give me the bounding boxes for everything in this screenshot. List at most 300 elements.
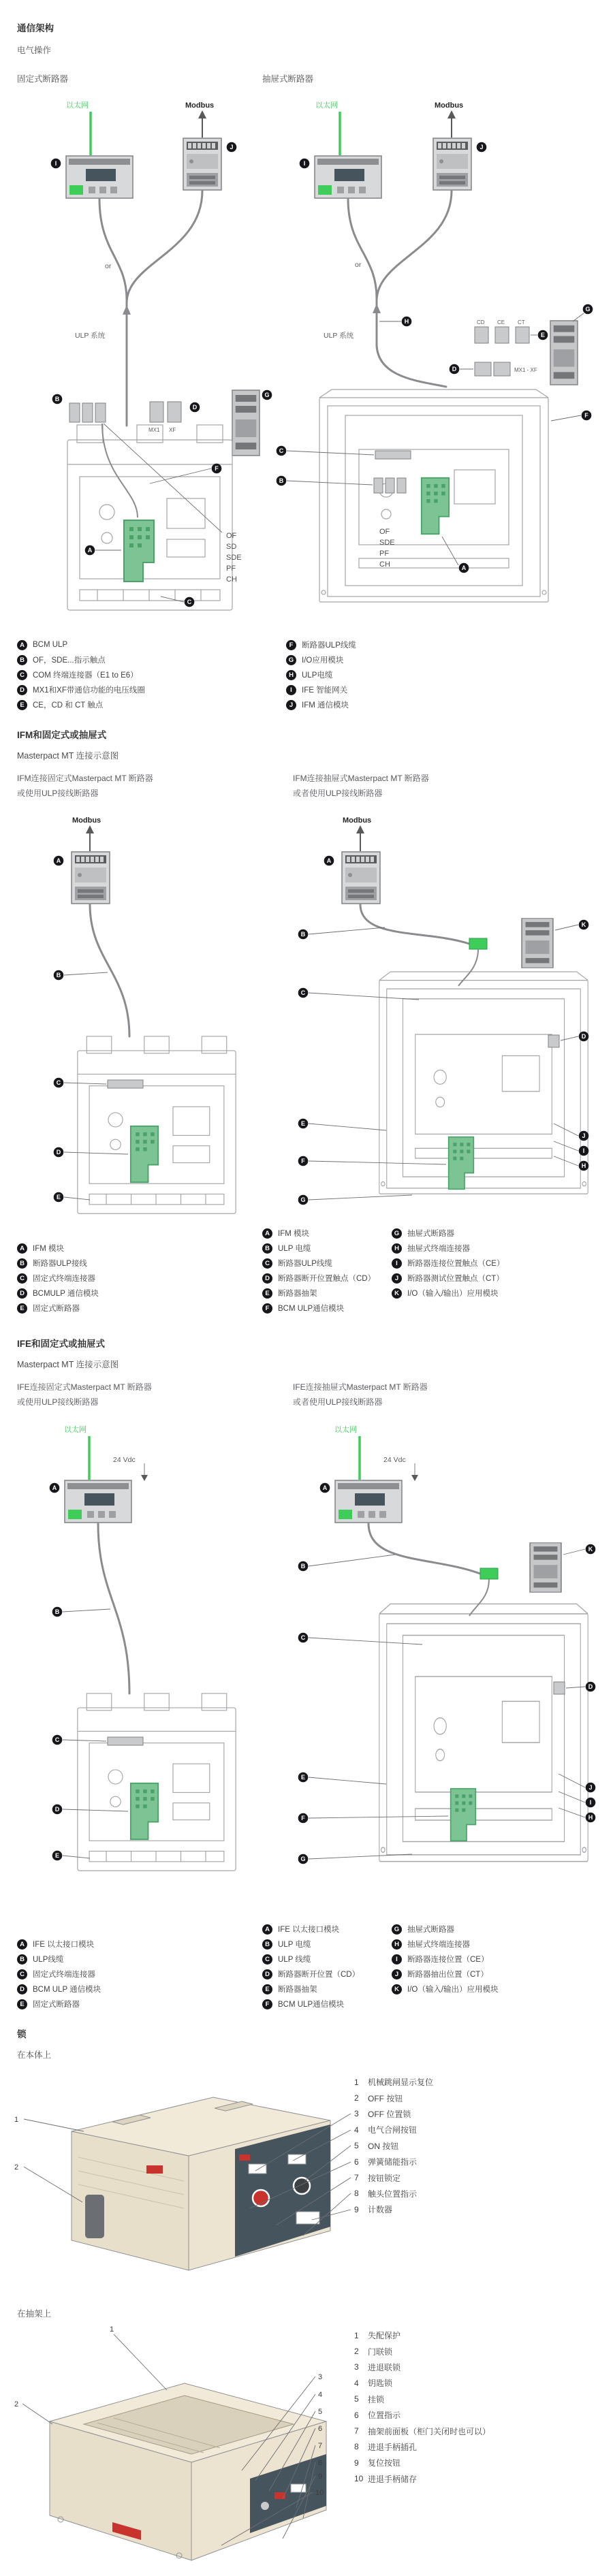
svg-text:E: E <box>300 1120 306 1128</box>
drawout-breaker-art <box>379 972 588 1194</box>
legend-marker: G <box>392 1228 402 1239</box>
svg-text:J: J <box>582 1132 586 1140</box>
svg-text:H: H <box>404 318 409 325</box>
leader-breaker <box>64 1197 90 1200</box>
s4-sub1: 在本体上 <box>17 2050 52 2060</box>
svg-text:C: C <box>300 989 306 997</box>
marker-terminal <box>185 597 195 607</box>
legend-label: ULP电缆 <box>302 671 333 680</box>
marker-ulp-cable <box>402 317 412 327</box>
legend-marker: E <box>17 1303 27 1314</box>
breaker-body-art <box>72 2097 330 2270</box>
legend-marker: B <box>17 1258 27 1269</box>
item-label: 触头位置指示 <box>368 2189 418 2199</box>
legend-label: ULP 电缆 <box>278 1245 311 1253</box>
svg-text:A: A <box>52 1484 57 1492</box>
svg-text:D: D <box>192 404 198 411</box>
svg-text:CH: CH <box>226 575 237 584</box>
legend-marker: B <box>17 655 27 665</box>
legend-marker: C <box>262 1258 272 1269</box>
legend-item <box>262 1301 375 1316</box>
leader-term <box>559 1808 585 1817</box>
svg-text:CE: CE <box>497 319 505 325</box>
marker-ifm <box>477 142 487 153</box>
legend-item <box>17 682 145 697</box>
legend-label: 断路器断开位置触点（CD） <box>278 1275 376 1283</box>
legend-item <box>17 667 145 682</box>
svg-text:1: 1 <box>14 2116 19 2124</box>
svg-text:I: I <box>582 1147 585 1155</box>
item-number: 10 <box>354 2474 364 2484</box>
legend-label: IFM 模块 <box>278 1230 309 1238</box>
modbus-arrow <box>356 825 364 851</box>
marker-cd <box>579 1032 589 1042</box>
diagram-s2-drawout <box>276 810 606 1219</box>
ethernet-label: 以太网 <box>334 1426 357 1434</box>
or-label: or <box>355 261 362 269</box>
svg-text:I: I <box>54 160 57 168</box>
legend-marker: B <box>262 1939 272 1950</box>
marker-bcm <box>459 563 469 573</box>
on-button <box>294 2178 310 2194</box>
legend-label: 断路器测试位置触点（CT） <box>407 1275 504 1283</box>
svg-text:I: I <box>303 160 306 168</box>
legend-item <box>17 1301 99 1316</box>
legend-item <box>262 1256 375 1271</box>
s1-left-column-title: 固定式断路器 <box>17 74 69 84</box>
marker-cord <box>212 464 222 474</box>
legend-marker: A <box>17 1243 27 1254</box>
io-module <box>550 321 578 385</box>
svg-text:C: C <box>54 1736 60 1744</box>
marker-ct <box>579 1131 589 1141</box>
item-number: 5 <box>354 2141 359 2151</box>
fixed-breaker-art <box>67 425 232 610</box>
s3-left-desc-line2: 或使用ULP接线断路器 <box>17 1397 99 1407</box>
marker-terminal <box>52 1735 63 1745</box>
svg-text:G: G <box>300 1856 306 1863</box>
legend-marker: E <box>262 1984 272 1994</box>
indication-contacts <box>374 478 406 493</box>
marker-cable <box>298 1561 309 1572</box>
legend-label: ULP线缆 <box>33 1956 64 1964</box>
legend-label: 断路器抽出位置（CT） <box>407 1971 488 1979</box>
leader-cradle <box>309 1124 386 1130</box>
legend-label: 断路器抽架 <box>278 1986 317 1994</box>
modbus-label: Modbus <box>72 816 101 825</box>
svg-text:D: D <box>581 1033 586 1040</box>
item-number: 2 <box>354 2347 359 2357</box>
leader-cable <box>309 1555 395 1566</box>
svg-text:2: 2 <box>14 2163 19 2172</box>
legend-item <box>286 697 356 712</box>
legend-label: IFE 以太接口模块 <box>278 1926 340 1934</box>
svg-text:J: J <box>588 1784 593 1792</box>
marker-ife <box>320 1483 330 1493</box>
legend-item <box>17 652 145 667</box>
terminal-block <box>108 1080 143 1088</box>
svg-text:E: E <box>54 1852 60 1860</box>
list-item <box>354 2122 433 2137</box>
ulp-cable <box>360 904 469 944</box>
legend-label: I/O（输入/输出）应用模块 <box>407 1290 499 1298</box>
item-label: OFF 位置锁 <box>368 2109 411 2119</box>
bcm-ulp-module <box>451 1789 476 1841</box>
legend-label: 固定式断路器 <box>33 1305 80 1313</box>
vdc-arrow <box>411 1463 418 1481</box>
list-item <box>354 2407 490 2423</box>
s4-sub2: 在抽架上 <box>17 2309 52 2319</box>
ulp-cable <box>368 1523 480 1574</box>
legend-label: 固定式终端连接器 <box>33 1971 95 1979</box>
modbus-arrow <box>86 825 94 851</box>
legend-item <box>17 1982 101 1997</box>
position-contacts <box>475 319 529 343</box>
svg-text:7: 7 <box>318 2442 323 2450</box>
svg-text:PF: PF <box>226 565 236 573</box>
legend-label: 固定式断路器 <box>33 2001 80 2009</box>
leader-cd <box>566 1687 585 1688</box>
s3-legend-col2 <box>262 1922 360 2011</box>
ulp-system-label: ULP 系统 <box>324 332 354 340</box>
item-number: 1 <box>354 2077 359 2087</box>
ifm-module <box>433 138 471 190</box>
svg-text:F: F <box>301 1815 305 1822</box>
legend-label: ULP 电缆 <box>278 1941 311 1949</box>
svg-text:9: 9 <box>318 2472 323 2481</box>
legend-item <box>262 1997 360 2011</box>
leader-terminal <box>64 1083 106 1084</box>
marker-contacts <box>277 476 287 486</box>
leader-cord <box>551 415 581 421</box>
legend-marker: A <box>17 640 27 650</box>
off-button <box>253 2190 269 2206</box>
legend-marker: C <box>17 670 27 680</box>
list-item <box>354 2359 490 2375</box>
legend-item <box>392 1922 499 1937</box>
s3-right-desc-line1: IFE连接抽屉式Masterpact MT 断路器 <box>293 1382 428 1392</box>
leader-bcm <box>309 1816 448 1818</box>
legend-marker: F <box>286 640 296 650</box>
vdc-arrow <box>141 1463 148 1481</box>
vdc-label: 24 Vdc <box>383 1456 406 1464</box>
leader-cord <box>309 1638 422 1644</box>
leader-breaker <box>309 1854 412 1859</box>
marker-term <box>579 1161 589 1171</box>
svg-text:E: E <box>300 1774 306 1781</box>
legend-marker: G <box>392 1924 402 1935</box>
ulp-connector <box>469 938 487 949</box>
item-number: 9 <box>354 2204 359 2214</box>
leader-bcm <box>64 1152 128 1154</box>
item-label: 弹簧储能指示 <box>368 2157 418 2167</box>
legend-marker: A <box>262 1228 272 1239</box>
fixed-breaker-art <box>78 1694 236 1871</box>
legend-label: 断路器断开位置（CD） <box>278 1971 360 1979</box>
legend-label: 固定式终端连接器 <box>33 1275 95 1283</box>
svg-text:SD: SD <box>226 543 237 551</box>
leader-ct <box>559 1774 585 1787</box>
svg-text:CD: CD <box>477 319 485 325</box>
legend-marker: D <box>262 1273 272 1284</box>
list-item <box>354 2327 490 2343</box>
legend-item <box>392 1967 499 1982</box>
svg-text:I: I <box>589 1799 592 1807</box>
bcm-ulp-module <box>131 1783 158 1839</box>
bcm-ulp-module <box>422 478 449 534</box>
s3-legend-col1 <box>17 1937 101 2011</box>
marker-cradle <box>298 1772 309 1783</box>
legend-label: ULP 线缆 <box>278 1956 311 1964</box>
fixed-breaker-art <box>78 1036 236 1213</box>
marker-ife <box>50 1483 60 1493</box>
legend-item <box>17 697 145 712</box>
svg-text:MX1 - XF: MX1 - XF <box>514 367 537 373</box>
svg-text:B: B <box>54 1608 60 1616</box>
legend-marker: B <box>262 1243 272 1254</box>
s2-right-desc <box>293 771 429 801</box>
legend-marker: D <box>262 1969 272 1979</box>
legend-label: MX1和XF带通信功能的电压线圈 <box>33 686 145 695</box>
item-label: 复位按钮 <box>368 2458 401 2468</box>
modbus-arrow <box>198 110 206 138</box>
legend-marker: A <box>17 1939 27 1950</box>
leader-io <box>563 1549 585 1555</box>
diagram-s3-drawout <box>276 1420 606 1903</box>
marker-breaker <box>298 1195 309 1205</box>
legend-label: 抽屉式终端连接器 <box>407 1245 470 1253</box>
s1-right-column-title: 抽屉式断路器 <box>262 74 314 84</box>
svg-text:D: D <box>54 1806 60 1813</box>
list-item <box>354 2439 490 2455</box>
marker-term <box>586 1813 596 1823</box>
legend-marker: H <box>286 670 296 680</box>
cd-contact <box>554 1682 565 1694</box>
s2-right-desc-line1: IFM连接抽屉式Masterpact MT 断路器 <box>293 774 429 783</box>
s3-left-desc-line1: IFE连接固定式Masterpact MT 断路器 <box>17 1382 152 1392</box>
leader-contacts <box>287 481 373 485</box>
marker-position-contacts <box>538 330 548 340</box>
modbus-arrow <box>447 110 456 138</box>
legend-item <box>392 1286 504 1301</box>
list-item <box>354 2138 433 2154</box>
legend-item <box>17 1997 101 2011</box>
svg-text:G: G <box>300 1196 306 1204</box>
list-item <box>354 2154 433 2169</box>
item-number: 6 <box>354 2410 359 2420</box>
svg-text:5: 5 <box>318 2408 323 2416</box>
ulp-cable <box>98 1523 129 1694</box>
leader-io <box>555 925 578 930</box>
modbus-label: Modbus <box>343 816 372 825</box>
item-number: 5 <box>354 2394 359 2404</box>
leader-cd <box>561 1036 578 1040</box>
leader-breaker <box>309 1195 412 1200</box>
legend-marker: E <box>17 1999 27 2009</box>
svg-text:CT: CT <box>518 319 525 325</box>
diagram-s3-fixed <box>27 1420 279 1903</box>
svg-text:D: D <box>588 1683 593 1691</box>
marker-io <box>262 390 272 400</box>
drawout-breaker-art <box>379 1604 588 1861</box>
s1-legend-left <box>17 637 145 712</box>
legend-marker: D <box>17 1288 27 1299</box>
leader-ce <box>554 1141 578 1151</box>
item-number: 2 <box>354 2093 359 2103</box>
legend-label: IFM 通信模块 <box>302 701 349 710</box>
leader-terminal <box>161 597 184 602</box>
contact-stack-labels <box>379 528 395 569</box>
item-label: 进退联锁 <box>368 2362 401 2372</box>
svg-text:OF: OF <box>226 532 237 540</box>
legend-marker: D <box>17 685 27 695</box>
legend-label: 断路器ULP线缆 <box>302 641 356 650</box>
list-item <box>354 2471 490 2487</box>
legend-label: 抽屉式终端连接器 <box>407 1941 470 1949</box>
legend-item <box>17 1241 99 1256</box>
svg-text:E: E <box>56 1194 61 1201</box>
marker-breaker <box>52 1851 63 1861</box>
marker-cord <box>582 411 592 421</box>
legend-label: I/O应用模块 <box>302 656 344 665</box>
s2-right-desc-line2: 或者使用ULP接线断路器 <box>293 789 383 798</box>
drawing-breaker-body <box>10 2069 354 2293</box>
s2-left-desc-line2: 或使用ULP接线断路器 <box>17 789 99 798</box>
bcm-ulp-module <box>449 1137 474 1190</box>
marker-ifm <box>227 142 237 153</box>
xf-label: XF <box>169 427 176 433</box>
voltage-coils <box>150 402 181 422</box>
legend-label: CE，CD 和 CT 触点 <box>33 701 104 710</box>
leader-ct <box>554 1124 578 1136</box>
legend-item <box>262 1286 375 1301</box>
svg-text:B: B <box>279 477 284 485</box>
s3-left-desc <box>17 1380 152 1410</box>
svg-text:H: H <box>581 1162 586 1170</box>
marker-io <box>583 304 593 315</box>
list-item <box>354 2343 490 2359</box>
legend-item <box>286 682 356 697</box>
legend-marker: C <box>17 1969 27 1979</box>
legend-label: 抽屉式断路器 <box>407 1926 454 1934</box>
svg-text:C: C <box>56 1079 61 1087</box>
svg-text:B: B <box>300 931 306 938</box>
svg-text:3: 3 <box>318 2373 323 2381</box>
item-label: 位置指示 <box>368 2411 401 2421</box>
leader-cradle <box>309 1777 386 1784</box>
legend-label: BCM ULP <box>33 641 68 649</box>
item-label: 电气合闸按钮 <box>368 2125 418 2135</box>
list-item <box>354 2201 433 2217</box>
marker-cd <box>586 1682 596 1692</box>
legend-label: 抽屉式断路器 <box>407 1230 454 1238</box>
item-label: 机械跳闸显示复位 <box>368 2078 434 2088</box>
list-item <box>354 2186 433 2201</box>
leader-terminal <box>287 451 374 455</box>
leader-cord <box>309 993 419 1000</box>
s4-heading: 锁 <box>17 2029 27 2039</box>
item-label: 进退手柄插孔 <box>368 2442 418 2452</box>
item-number: 8 <box>354 2442 359 2452</box>
svg-text:H: H <box>588 1814 593 1822</box>
legend-marker: H <box>392 1939 402 1950</box>
list-item <box>354 2391 490 2407</box>
legend-item <box>392 1241 504 1256</box>
legend-label: OF，SDE...指示触点 <box>33 656 106 665</box>
ife-module <box>65 1480 131 1523</box>
item-label: 钥匙锁 <box>368 2379 393 2389</box>
svg-text:J: J <box>230 144 234 151</box>
item-label: 按钮锁定 <box>368 2173 401 2183</box>
bcm-ulp-module <box>124 520 154 582</box>
svg-text:OF: OF <box>379 528 390 536</box>
cd-contact <box>548 1035 559 1047</box>
marker-ct <box>586 1783 596 1793</box>
svg-text:2: 2 <box>14 2400 19 2408</box>
ife-module <box>66 156 133 198</box>
leader-io <box>573 313 584 321</box>
marker-cable <box>52 1607 63 1617</box>
terminal-block <box>108 1737 143 1745</box>
item-number: 9 <box>354 2458 359 2468</box>
ifm-module <box>342 852 380 904</box>
legend-item <box>262 1922 360 1937</box>
legend-item <box>17 1286 99 1301</box>
marker-contacts <box>52 394 63 404</box>
s3-subheading: Masterpact MT 连接示意图 <box>17 1360 119 1369</box>
legend-item <box>262 1982 360 1997</box>
modbus-label: Modbus <box>185 101 215 110</box>
legend-marker: K <box>392 1288 402 1299</box>
item-number: 7 <box>354 2426 359 2436</box>
svg-text:A: A <box>87 547 93 554</box>
list-item <box>354 2169 433 2185</box>
legend-label: 断路器ULP线缆 <box>278 1260 332 1268</box>
marker-terminal <box>54 1078 64 1088</box>
item-number: 4 <box>354 2125 359 2135</box>
item-label: 门联锁 <box>368 2347 393 2357</box>
leader-bcm <box>309 1161 446 1164</box>
ulp-cables <box>99 191 202 426</box>
svg-text:SDE: SDE <box>379 539 395 547</box>
ethernet-label: 以太网 <box>64 1426 87 1434</box>
svg-text:PF: PF <box>379 550 390 558</box>
leader-term <box>554 1156 578 1166</box>
svg-text:10: 10 <box>315 2489 324 2497</box>
legend-label: 断路器ULP接线 <box>33 1260 87 1268</box>
trip-reset-red <box>146 2165 163 2174</box>
s2-heading: IFM和固定式或抽屉式 <box>17 730 107 740</box>
list-item <box>354 2455 490 2470</box>
marker-cord <box>298 988 309 998</box>
indication-contacts <box>69 403 106 422</box>
legend-marker: J <box>286 700 296 710</box>
svg-text:K: K <box>588 1546 593 1553</box>
legend-marker: A <box>262 1924 272 1935</box>
svg-text:1: 1 <box>110 2325 114 2334</box>
leader-cord <box>150 468 211 483</box>
ifm-module <box>183 138 221 190</box>
com-terminal <box>375 451 411 459</box>
svg-text:B: B <box>54 396 60 403</box>
legend-label: IFE 智能网关 <box>302 686 348 695</box>
marker-bcm <box>85 545 95 556</box>
legend-marker: I <box>392 1954 402 1965</box>
svg-text:C: C <box>279 447 284 455</box>
item-label: 计数器 <box>368 2205 393 2215</box>
item-label: 挂锁 <box>368 2394 385 2404</box>
svg-text:F: F <box>301 1158 305 1165</box>
